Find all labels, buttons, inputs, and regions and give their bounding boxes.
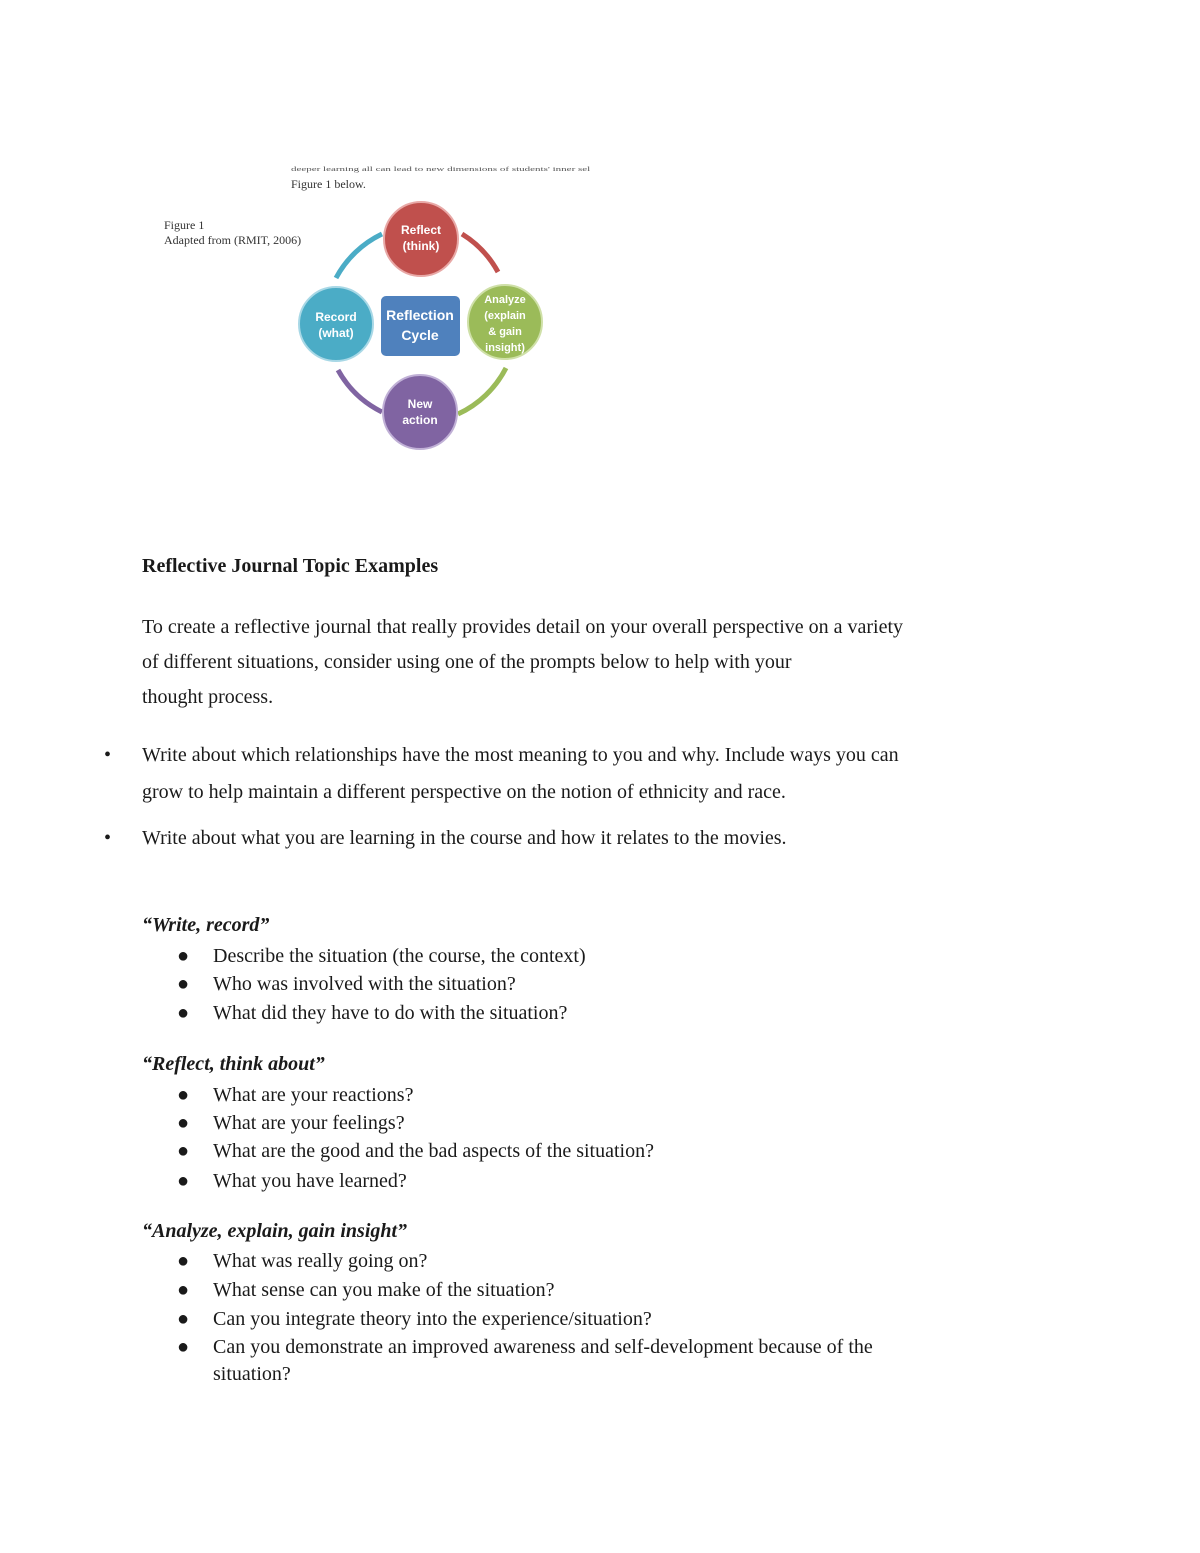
bullet-icon: ● <box>177 1140 190 1162</box>
arc-newaction-record <box>338 370 382 412</box>
section-title-reflect-think: “Reflect, think about” <box>142 1053 325 1075</box>
list-item-text: Who was involved with the situation? <box>213 973 516 995</box>
node-record-label-2: (what) <box>318 326 354 340</box>
node-reflect-label-1: Reflect <box>400 223 442 237</box>
bullet-icon: ● <box>177 1084 190 1106</box>
intro-line-3: thought process. <box>142 686 274 708</box>
bullet-icon: ● <box>177 1250 190 1272</box>
section-title-write-record: “Write, record” <box>142 914 270 936</box>
list-item <box>177 1248 428 1275</box>
bullet-icon: ● <box>177 945 190 967</box>
list-item-text-line-1: Can you demonstrate an improved awareness and self-development because of the <box>213 1336 873 1358</box>
node-analyze-label-1: Analyze <box>484 294 526 306</box>
list-item <box>177 1306 652 1333</box>
arc-record-reflect <box>336 234 382 278</box>
list-item <box>177 1082 414 1109</box>
node-record <box>299 287 373 361</box>
list-item-text: What are the good and the bad aspects of the situation? <box>213 1140 654 1162</box>
list-item <box>177 943 586 970</box>
list-item <box>177 1000 568 1027</box>
list-item-text: What you have learned? <box>213 1170 407 1192</box>
list-item <box>177 1110 405 1137</box>
arc-analyze-newaction <box>458 368 506 414</box>
list-item-text: Can you integrate theory into the experience/situation? <box>213 1308 652 1330</box>
list-item <box>177 1138 654 1165</box>
node-reflect-label-2: (think) <box>402 239 440 253</box>
list-item-text: What did they have to do with the situation? <box>213 1002 568 1024</box>
list-item-text: What sense can you make of the situation? <box>213 1279 555 1301</box>
reflection-cycle-diagram <box>290 190 550 460</box>
node-new-action-label-2: action <box>402 413 438 427</box>
node-analyze-label-2: (explain <box>484 310 526 322</box>
bullet-2-line-1: Write about what you are learning in the course and how it relates to the movies. <box>142 827 787 849</box>
node-new-action <box>383 375 457 449</box>
list-item <box>104 820 787 857</box>
bullet-icon: ● <box>177 1336 190 1358</box>
bullet-icon: ● <box>177 1308 190 1330</box>
node-analyze-label-3: & gain <box>488 326 522 338</box>
bullet-icon: ● <box>177 1279 190 1301</box>
list-item <box>177 971 516 998</box>
bullet-icon: ● <box>177 1002 190 1024</box>
section-title-analyze-explain: “Analyze, explain, gain insight” <box>142 1220 408 1242</box>
list-item-text: What was really going on? <box>213 1250 428 1272</box>
bullet-icon: ● <box>177 973 190 995</box>
arc-reflect-analyze <box>462 234 498 272</box>
bullet-icon: ● <box>177 1112 190 1134</box>
bullet-icon: • <box>104 744 112 766</box>
intro-line-2: of different situations, consider using one of the prompts below to help with your <box>142 651 792 673</box>
list-item-text: What are your feelings? <box>213 1112 405 1134</box>
page-heading: Reflective Journal Topic Examples <box>142 555 439 577</box>
list-item <box>177 1334 873 1388</box>
node-analyze-label-4: insight) <box>485 342 525 354</box>
figure-intro-text: Figure 1 below. <box>291 177 366 191</box>
node-new-action-label-1: New <box>407 397 433 411</box>
list-item-text: What are your reactions? <box>213 1084 414 1106</box>
figure-cutoff-text: deeper learning all can lead to new dimensions of students' inner sel <box>291 166 591 173</box>
bullet-icon: • <box>104 827 112 849</box>
list-item <box>177 1168 407 1195</box>
list-item-text-line-2: situation? <box>213 1363 291 1385</box>
list-item-text: Describe the situation (the course, the context) <box>213 945 586 967</box>
center-label-1: Reflection <box>386 307 454 323</box>
center-label-2: Cycle <box>401 327 439 343</box>
list-item <box>177 1277 555 1304</box>
node-record-label-1: Record <box>315 310 357 324</box>
bullet-1-line-1: Write about which relationships have the most meaning to you and why. Include ways you can <box>142 744 899 766</box>
center-box <box>381 296 460 356</box>
figure-source: Adapted from (RMIT, 2006) <box>164 233 302 247</box>
figure-label: Figure 1 <box>164 218 205 232</box>
intro-line-1: To create a reflective journal that really provides detail on your overall perspective on a variety <box>142 616 904 638</box>
bullet-icon: ● <box>177 1170 190 1192</box>
list-item <box>104 737 899 811</box>
bullet-1-line-2: grow to help maintain a different perspective on the notion of ethnicity and race. <box>142 781 786 803</box>
